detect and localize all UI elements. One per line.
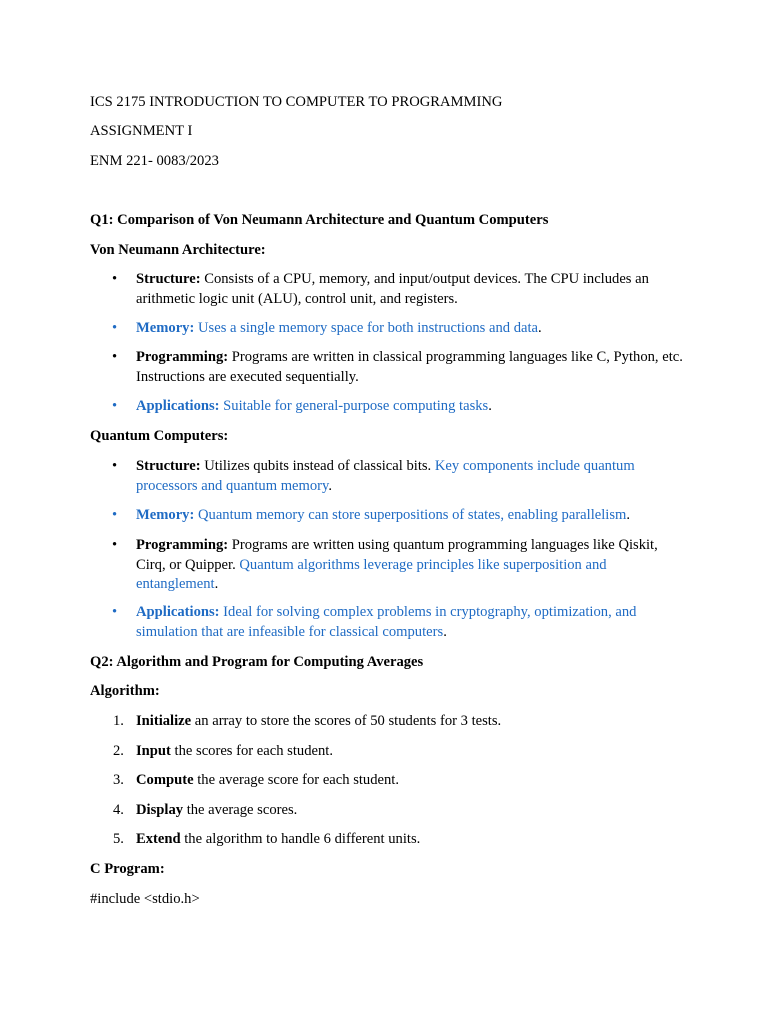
item-tail: . [328,477,333,494]
step-text: an array to store the scores of 50 students for 3 tests. [191,713,502,729]
assignment-label: ASSIGNMENT I [90,123,193,139]
step-keyword: Compute [136,772,194,788]
item-label: Structure: [136,271,201,287]
step-keyword: Initialize [136,713,192,729]
item-text: Utilizes qubits instead of classical bits. [200,458,435,474]
item-text-highlight: Quantum algorithms leverage principles like superposition and entanglement [136,556,607,592]
q2-title: Q2: Algorithm and Program for Computing Averages [90,654,424,670]
bullet-icon: • [112,349,118,365]
item-tail: . [488,398,492,414]
bullet-icon: • [112,507,118,523]
step-number: 5. [113,831,124,847]
von-neumann-heading: Von Neumann Architecture: [90,242,266,258]
bullet-icon: • [112,271,118,287]
item-label: Structure: [136,458,201,474]
step-number: 2. [113,743,124,759]
item-text: Programs are written using quantum programming languages like Qiskit, Cirq, or Quipper. [136,537,658,573]
q1-title: Q1: Comparison of Von Neumann Architecture and Quantum Computers [90,212,549,228]
registration-number: ENM 221- 0083/2023 [90,153,219,169]
bullet-icon: • [112,604,118,620]
step-keyword: Display [136,802,184,818]
item-text: Programs are written in classical programming languages like C, Python, etc. Instructions are executed sequentially. [136,349,683,385]
course-title: ICS 2175 INTRODUCTION TO COMPUTER TO PROGRAMMING [90,94,503,110]
item-tail: . [626,507,631,523]
item-tail: . [538,320,542,336]
bullet-icon: • [112,320,118,336]
item-text: Consists of a CPU, memory, and input/output devices. The CPU includes an arithmetic logic unit (ALU), control unit, and registers. [136,271,649,307]
item-tail: . [214,576,219,592]
step-text: the algorithm to handle 6 different units. [180,831,421,847]
bullet-icon: • [112,398,118,414]
item-text: Uses a single memory space for both instructions and data [194,320,539,336]
code-line: #include <stdio.h> [90,891,200,907]
item-label: Programming: [136,537,229,553]
item-text: Quantum memory can store superpositions of states, enabling parallelism [194,507,627,523]
step-text: the scores for each student. [170,743,333,759]
c-program-heading: C Program: [90,861,165,877]
item-tail: . [443,623,447,640]
step-number: 4. [113,802,124,818]
item-text: Suitable for general-purpose computing tasks [219,398,489,414]
item-label: Memory: [136,507,195,523]
step-text: the average scores. [183,802,298,818]
step-keyword: Extend [136,831,181,847]
step-number: 1. [113,713,124,729]
bullet-icon: • [112,537,118,553]
item-text: Ideal for solving complex problems in cryptography, optimization, and simulation that are infeasible for classical computers [136,604,637,640]
step-text: the average score for each student. [193,772,400,788]
quantum-heading: Quantum Computers: [90,428,229,444]
algorithm-heading: Algorithm: [90,683,160,699]
item-text-highlight: Key components include quantum processors and quantum memory [136,458,635,494]
item-label: Memory: [136,320,195,336]
bullet-icon: • [112,458,118,474]
step-keyword: Input [136,743,171,759]
step-number: 3. [113,772,124,788]
item-label: Applications: [136,604,220,620]
item-label: Programming: [136,349,229,365]
item-label: Applications: [136,398,220,414]
